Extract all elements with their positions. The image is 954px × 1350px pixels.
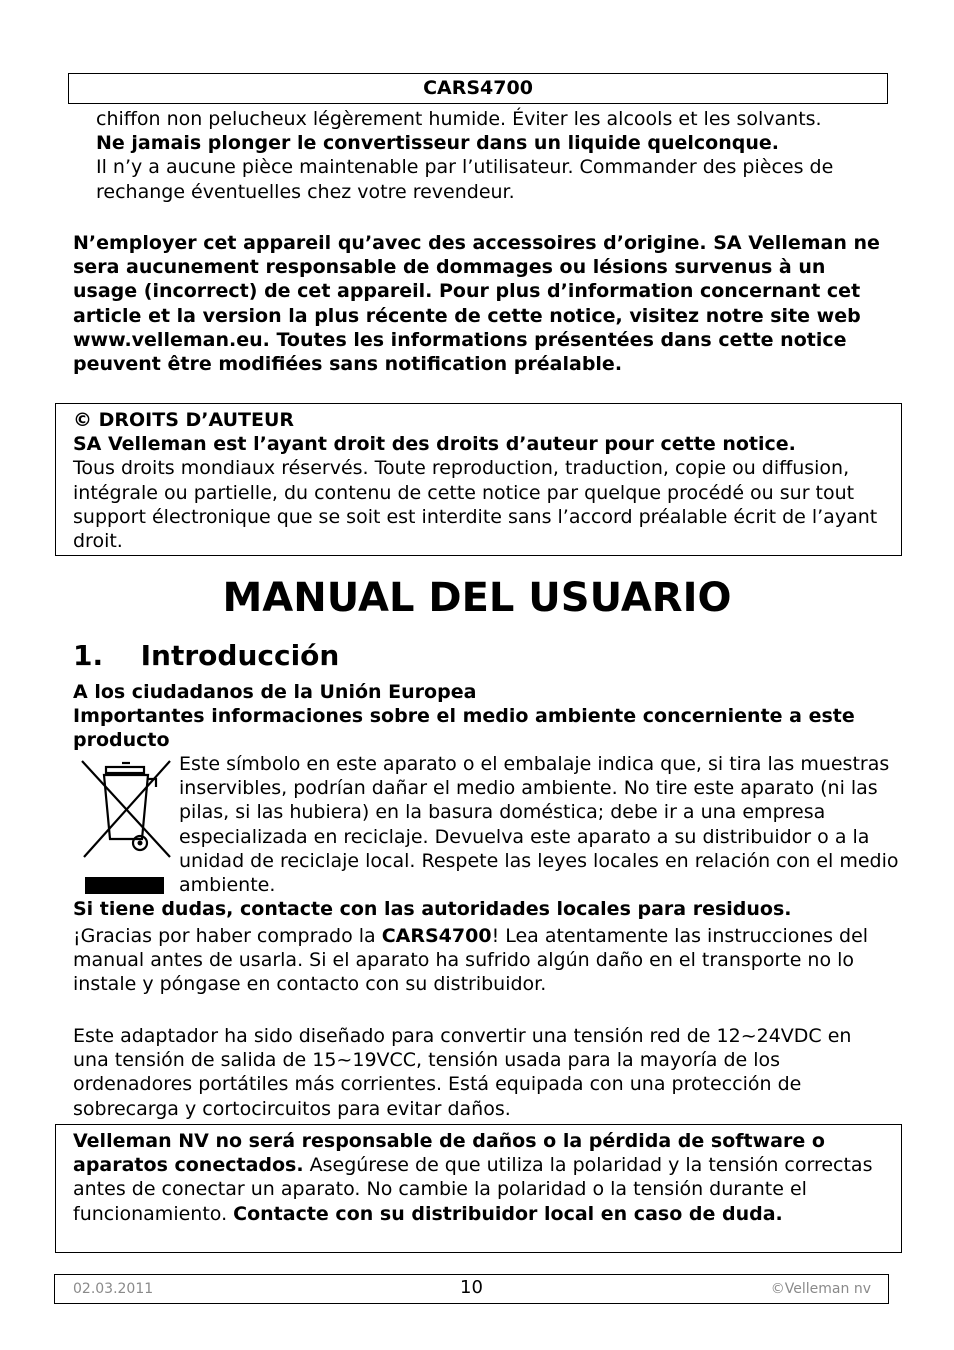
liability-bold-1: Velleman NV no será responsable de daños o la pérdida de software o aparatos conectados. — [73, 1130, 825, 1177]
eu-heading-1: A los ciudadanos de la Unión Europea — [73, 681, 477, 703]
care-line-1: chiffon non pelucheux légèrement humide. Éviter les alcools et les solvants. — [96, 108, 822, 130]
header-model: CARS4700 — [423, 77, 533, 99]
thanks-post: ! Lea atentamente las instrucciones del manual antes de usarla. Si el aparato ha sufrido algún daño en el transporte no lo instale y póngase en contacto con su distribuidor. — [73, 925, 869, 996]
copyright-owner: SA Velleman est l’ayant droit des droits d’auteur pour cette notice. — [73, 433, 796, 456]
eu-heading — [73, 680, 893, 753]
care-instructions — [96, 107, 896, 204]
thanks-model: CARS4700 — [381, 925, 492, 947]
copyright-title: © DROITS D’AUTEUR — [73, 409, 295, 431]
manual-title: MANUAL DEL USUARIO — [222, 575, 732, 621]
weee-black-bar — [85, 877, 164, 894]
adapter-paragraph: Este adaptador ha sido diseñado para convertir una tensión red de 12~24VDC en una tensión de salida de 15~19VCC, tensión usada para la mayoría de los ordenadores portátiles más corrientes. Está equipada con una protección de sobrecarga y cortocircuitos para evitar daños. — [73, 1025, 852, 1120]
footer-copyright: ©Velleman nv — [770, 1281, 871, 1297]
section-number: 1. — [73, 639, 104, 672]
copyright-box — [55, 403, 902, 556]
warning-paragraph: N’employer cet appareil qu’avec des accessoires d’origine. SA Velleman ne sera aucunement responsable de dommages ou lésions survenus à un usage (incorrect) de cet appareil. Pour plus d’information concernant cet article et la version la plus récente de cette notice, visitez notre site web www.velleman.eu. Toutes les informations présentées dans cette notice peuvent être modifiées sans notification préalable. — [73, 232, 880, 376]
footer-date: 02.03.2011 — [73, 1281, 154, 1297]
document-header — [68, 73, 888, 104]
section-title: Introducción — [140, 639, 340, 672]
care-line-2: Ne jamais plonger le convertisseur dans un liquide quelconque. — [96, 132, 779, 155]
thanks-paragraph — [73, 924, 893, 997]
footer-page-number: 10 — [460, 1277, 483, 1298]
liability-box — [55, 1124, 902, 1253]
section-heading — [73, 636, 339, 676]
weee-description: Este símbolo en este aparato o el embalaje indica que, si tira las muestras inservibles, podrían dañar el medio ambiente. No tire este aparato (ni las pilas, si las hubiera) en la basura doméstica; debe ir a una empresa especializada en reciclaje. Devuelva este aparato a su distribuidor o a la unidad de reciclaje local. Respete las leyes locales en relación con el medio ambiente. — [179, 753, 899, 897]
liability-bold-2: Contacte con su distribuidor local en caso de duda. — [233, 1202, 783, 1225]
liability-normal: Asegúrese de que utiliza la polaridad y la tensión correctas antes de conectar un aparato. No cambie la polaridad o la tensión durante el funcionamiento. — [73, 1154, 873, 1225]
care-line-3: Il n’y a aucune pièce maintenable par l’utilisateur. Commander des pièces de rechange éventuelles chez votre revendeur. — [96, 156, 834, 203]
copyright-body: Tous droits mondiaux réservés. Toute reproduction, traduction, copie ou diffusion, intégrale ou partielle, du contenu de cette notice par quelque procédé ou sur tout support électronique que se soit est interdite sans l’accord préalable écrit de l’ayant droit. — [73, 457, 878, 553]
page-footer — [54, 1274, 889, 1304]
doubts-line: Si tiene dudas, contacte con las autoridades locales para residuos. — [73, 898, 792, 920]
eu-heading-2: Importantes informaciones sobre el medio ambiente concerniente a este producto — [73, 705, 855, 752]
crossed-out-wheelie-bin-icon — [78, 757, 174, 865]
liability-text — [73, 1129, 893, 1226]
thanks-pre: ¡Gracias por haber comprado la — [73, 925, 382, 947]
